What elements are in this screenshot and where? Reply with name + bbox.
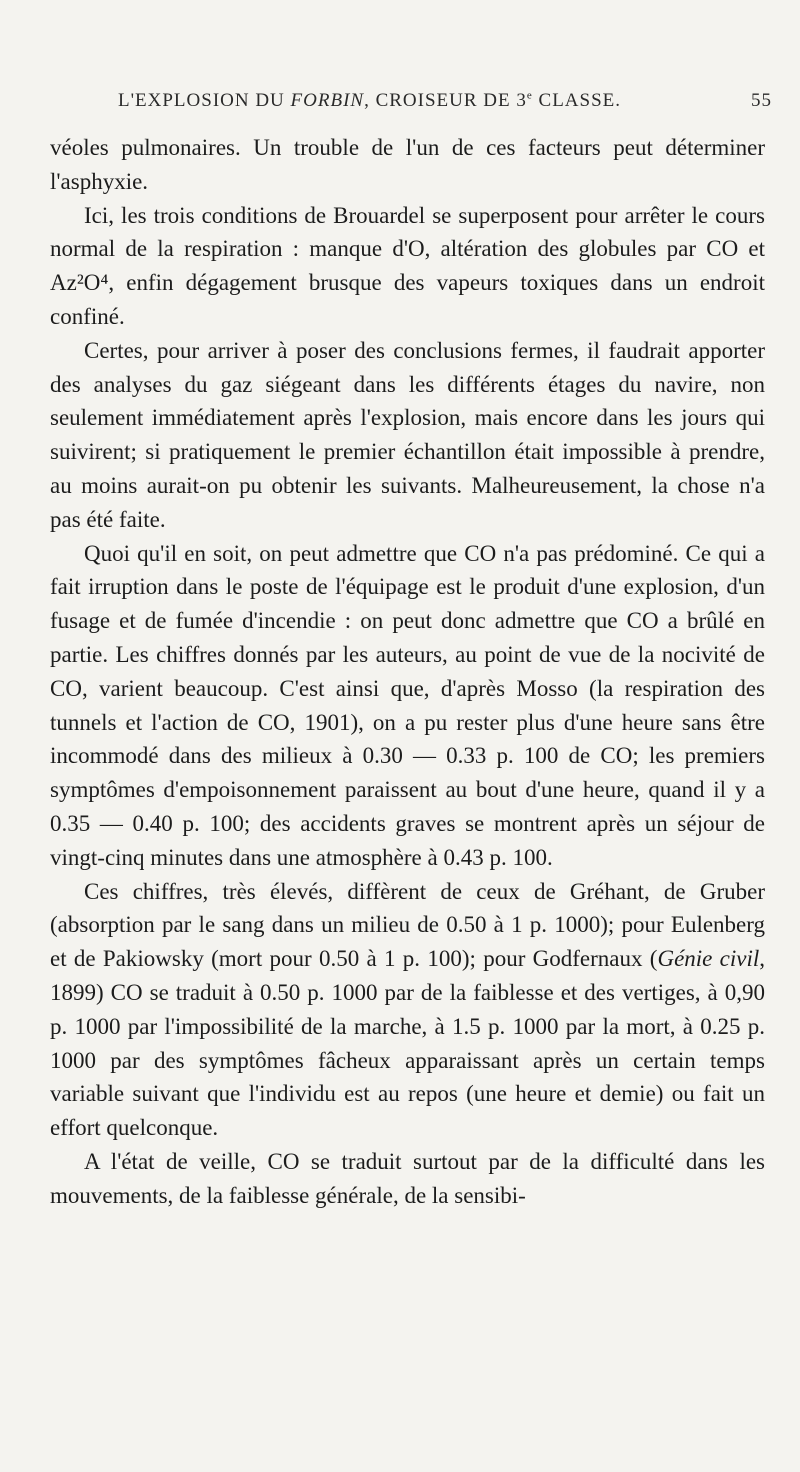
paragraph-grehant: Ces chiffres, très élevés, diffèrent de ceux de Gréhant, de Gruber (absorption par le sang dans un milieu de 0.50 à 1 p. 1000); pour Eulenberg et de Pakiowsky (mort pour 0.50 à 1 p. 100); pour Godfernaux (Génie civil, 1899) CO se traduit à 0.50 p. 1000 par de la faiblesse et des vertiges, à 0,90 p. 1000 par l'impossibilité de la marche, à 1.5 p. 1000 par la mort, à 0.25 p. 1000 par des symptômes fâcheux apparaissant après un certain temps variable suivant que l'individu est au repos (une heure et demie) ou fait un effort quelconque.: [50, 878, 765, 1141]
ship-name: FORBIN: [290, 90, 365, 111]
running-title: L'EXPLOSION DU FORBIN, CROISEUR DE 3e CLASSE.: [118, 89, 622, 111]
paragraph-continuation: véoles pulmonaires. Un trouble de l'un de ces facteurs peut déterminer l'asphyxie.: [50, 135, 765, 194]
running-header: [118, 90, 772, 116]
body-text: [50, 131, 765, 1213]
paragraph-analyses: Certes, pour arriver à poser des conclusions fermes, il faudrait apporter des analyses du gaz siégeant dans les différents étages du navire, non seulement immédiatement après l'explosion, mais encore dans les jours qui suivirent; si pratiquement le premier échantillon était impossible à prendre, au moins aurait-on pu obtenir les suivants. Malheureusement, la chose n'a pas été faite.: [50, 337, 765, 532]
paragraph-etat-de-veille: A l'état de veille, CO se traduit surtout par de la difficulté dans les mouvements, de la faiblesse générale, de la sensibi-: [50, 1148, 765, 1208]
paragraph-brouardel: Ici, les trois conditions de Brouardel se superposent pour arrêter le cours normal de la respiration : manque d'O, altération des globules par CO et Az²O⁴, enfin dégagement brusque des vapeurs toxiques dans un endroit confiné.: [50, 202, 765, 329]
page-number: 55: [751, 90, 772, 111]
citation-genie-civil: Génie civil: [657, 946, 760, 972]
paragraph-mosso: Quoi qu'il en soit, on peut admettre que CO n'a pas prédominé. Ce qui a fait irruption dans le poste de l'équipage est le produit d'une explosion, d'un fusage et de fumée d'incendie : on peut donc admettre que CO a brûlé en partie. Les chiffres donnés par les auteurs, au point de vue de la nocivité de CO, varient beaucoup. C'est ainsi que, d'après Mosso (la respiration des tunnels et l'action de CO, 1901), on a pu rester plus d'une heure sans être incommodé dans des milieux à 0.30 — 0.33 p. 100 de CO; les premiers symptômes d'empoisonnement paraissent au bout d'une heure, quand il y a 0.35 — 0.40 p. 100; des accidents graves se montrent après un séjour de vingt-cinq minutes dans une atmosphère à 0.43 p. 100.: [50, 540, 765, 870]
